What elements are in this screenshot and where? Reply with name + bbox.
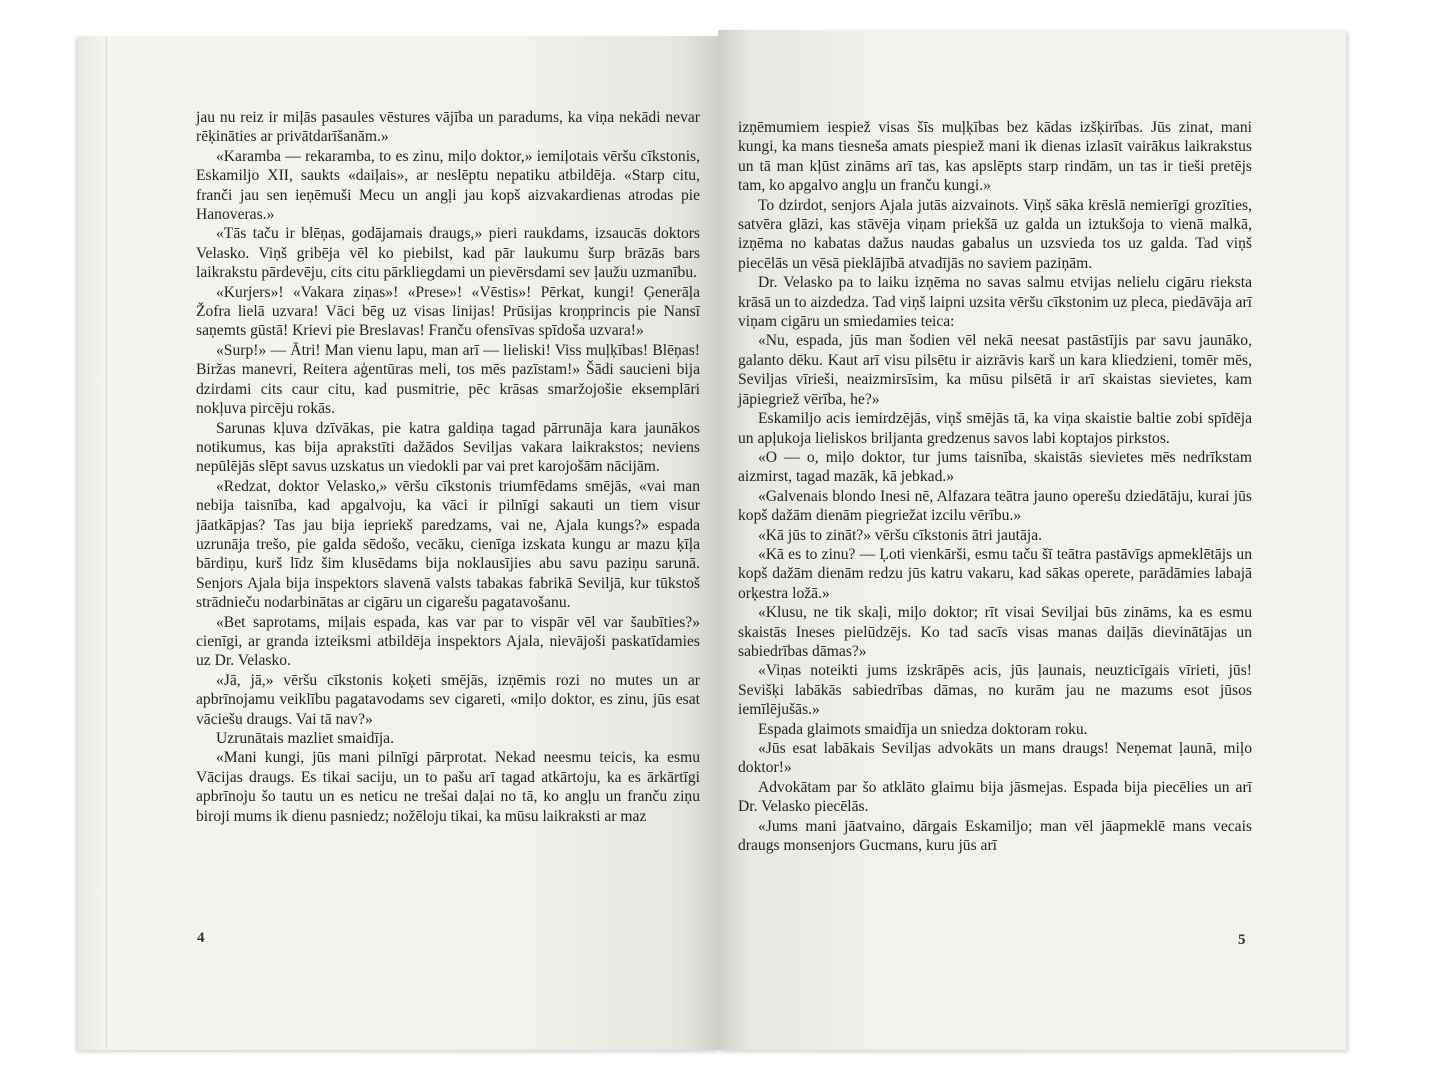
paragraph: «O — o, miļo doktor, tur jums taisnība, skaistās sievietes mēs nedrīkstam aizmirst, tagad mazāk, kā jebkad.» [738,448,1252,486]
paragraph: Advokātam par šo atklāto glaimu bija jāsmejas. Espada bija piecēlies un arī Dr. Velasko piecēlās. [738,778,1252,816]
paragraph: «Karamba — rekaramba, to es zinu, miļo doktor,» iemiļotais vēršu cīkstonis, Eskamiljo XII, saukts «daiļais», ar neslēptu nepatiku atbildēja. «Starp citu, franči jau sen ieņēmuši Mecu un angļi jau kopš aizvakardienas atrodas pie Hanoveras.» [196,147,700,224]
paragraph: «Jā, jā,» vēršu cīkstonis koķeti smējās, izņēmis rozi no mutes un ar apbrīnojamu veiklību pagatavodams sev cigareti, «miļo doktor, es zinu, jūs esat vāciešu draugs. Vai tā nav?» [196,671,700,728]
paragraph: «Galvenais blondo Inesi nē, Alfazara teātra jauno operešu dziedātāju, kurai jūs kopš dažām dienām piegriežat izcilu vērību.» [738,487,1252,525]
paragraph: «Redzat, doktor Velasko,» vēršu cīkstonis triumfēdams smējās, «vai man nebija taisnība, kad apgalvoju, ka vāci ir pilnīgi sakauti un tiem visur jāatkāpjas? Tas jau bija iepriekš paredzams, vai ne, Ajala kungs?» espada uzrunāja trešo, pie galda sēdošo, vecāku, cienīga izskata kungu ar mazu ķīļa bārdiņu, kurš līdz šim klusēdams bija noklausījies abu savu paziņu sarunā. Senjors Ajala bija inspektors slavenā valsts tabakas fabrikā Seviljā, kur tūkstoš strādnieču nodarbinātas ar cigāru un cigarešu pagatavošanu. [196,477,700,612]
paragraph: «Kurjers»! «Vakara ziņas»! «Prese»! «Vēstis»! Pērkat, kungi! Ģenerāļa Žofra lielā uzvara! Vāci bēg uz visas linijas! Prūsijas kroņprincis pie Nansī saņemts gūstā! Krievi pie Breslavas! Franču ofensīvas spīdoša uzvara!» [196,283,700,340]
paragraph: «Viņas noteikti jums izskrāpēs acis, jūs ļaunais, neuzticīgais vīrieti, jūs! Sevišķi labākās sabiedrības dāmas, no kurām jau ne mazums esot jūsos iemīlējušās.» [738,662,1252,719]
paragraph: To dzirdot, senjors Ajala jutās aizvainots. Viņš sāka krēslā nemierīgi grozīties, satvēra glāzi, kas stāvēja viņam priekšā uz galda un iztukšoja to vienā malkā, izņēma no kabatas dažus naudas gabalus un uzsvieda tos uz galda. Tad viņš piecēlās un vēsā pieklājībā atvadījās no saviem paziņām. [738,196,1252,272]
paragraph: «Jums mani jāatvaino, dārgais Eskamiljo; man vēl jāapmeklē mans vecais draugs monsenjors Gucmans, kuru jūs arī [738,817,1252,855]
paragraph: Dr. Velasko pa to laiku izņēma no savas salmu etvijas nelielu cigāru rieksta krāsā un to aizdedza. Tad viņš laipni uzsita vēršu cīkstonim uz pleca, piedāvāja arī viņam cigāru un smiedamies teica: [738,274,1252,331]
paragraph: «Bet saprotams, miļais espada, kas var par to vispār vēl var šaubīties?» cienīgi, ar granda izteiksmi atbildēja inspektors Ajala, nievājoši paskatīdamies uz Dr. Velasko. [196,613,700,670]
paragraph: «Surp!» — Ātri! Man vienu lapu, man arī — lieliski! Viss muļķības! Blēņas! Biržas manevri, Reitera aģentūras meli, tos mēs pazīstam!» Šādi saucieni bija dzirdami cits caur citu, kad pusmitrie, pēc krāsas smaržojošie eksemplāri nokļuva pircēju rokās. [196,341,700,418]
paragraph: Sarunas kļuva dzīvākas, pie katra galdiņa tagad pārrunāja kara jaunākos notikumus, kas bija aprakstīti dažādos Seviljas vakara laikrakstos; neviens nepūlējās slēpt savus uzskatus un viedokli par vai pret karojošām nācijām. [196,419,700,476]
paragraph: «Klusu, ne tik skaļi, miļo doktor; rīt visai Seviljai būs zināms, ka es esmu skaistās Ineses pielūdzējs. Ko tad sacīs visas manas daiļās dievinātājas un sabiedrības dāmas?» [738,604,1252,660]
paragraph: Espada glaimots smaidīja un sniedza doktoram roku. [758,720,1088,738]
left-page-text [196,108,700,826]
left-page-edge [78,36,107,1050]
right-page-text [738,118,1252,855]
paragraph: «Kā jūs to zināt?» vēršu cīkstonis ātri jautāja. [758,526,1043,544]
paragraph: izņēmumiem iespiež visas šīs muļķības bez kādas izšķirības. Jūs zinat, mani kungi, ka mans tiesneša amats piespiež mani ik dienas izlasīt vairākus laikrakstus un tā man kļūst zināms arī tas, kas apslēpts starp rindām, un tas ir tieši pretējs tam, ko apgalvo angļu un franču kungi.» [738,119,1252,195]
paragraph: «Tās taču ir blēņas, godājamais draugs,» pieri raukdams, izsaucās doktors Velasko. Viņš gribēja vēl ko piebilst, kad pār laukumu šurp brāzās bars laikrakstu pārdevēju, cits citu pārkliegdami un pievērsdami sev ļaužu uzmanību. [196,225,700,282]
paragraph: «Kā es to zinu? — Ļoti vienkārši, esmu taču šī teātra pastāvīgs apmeklētājs un kopš dažām dienām redzu jūs katru vakaru, kad sākas operete, parādāmies labajā orķestra ložā.» [738,545,1252,602]
paragraph: «Jūs esat labākais Seviljas advokāts un mans draugs! Neņemat ļaunā, miļo doktor!» [738,740,1252,777]
paragraph: Eskamiljo acis iemirdzējās, viņš smējās tā, ka viņa skaistie baltie zobi spīdēja un apļukoja lieliskos briljanta gredzenus savos labi koptajos pirkstos. [738,410,1252,447]
page-number-right: 5 [1238,932,1246,948]
paragraph: «Nu, espada, jūs man šodien vēl nekā neesat pastāstījis par savu jaunāko, galanto dēku. Kaut arī visu pilsētu ir aizrāvis karš un kara kliedzieni, tomēr mēs, Seviljas vīrieši, neaizmirsīsim, ka mūsu pilsētā ir arī skaistas sievietes, kam jāpiegriež vērība, he?» [738,332,1252,408]
page-number-left: 4 [197,930,205,946]
paragraph: «Mani kungi, jūs mani pilnīgi pārprotat. Nekad neesmu teicis, ka esmu Vācijas draugs. Es tikai saciju, un to pašu arī tagad atkārtoju, ka es ārkārtīgi apbrīnoju šo tautu un es neticu ne trešai daļai no tā, ko angļu un franču ziņu biroji mums ik dienu pasniedz; nožēloju tikai, ka mūsu laikraksti ar maz [196,749,700,825]
paragraph: jau nu reiz ir miļās pasaules vēstures vājība un paradums, ka viņa nekādi nevar rēķināties ar privātdarīšanām.» [196,109,700,146]
paragraph: Uzrunātais mazliet smaidīja. [216,730,394,747]
